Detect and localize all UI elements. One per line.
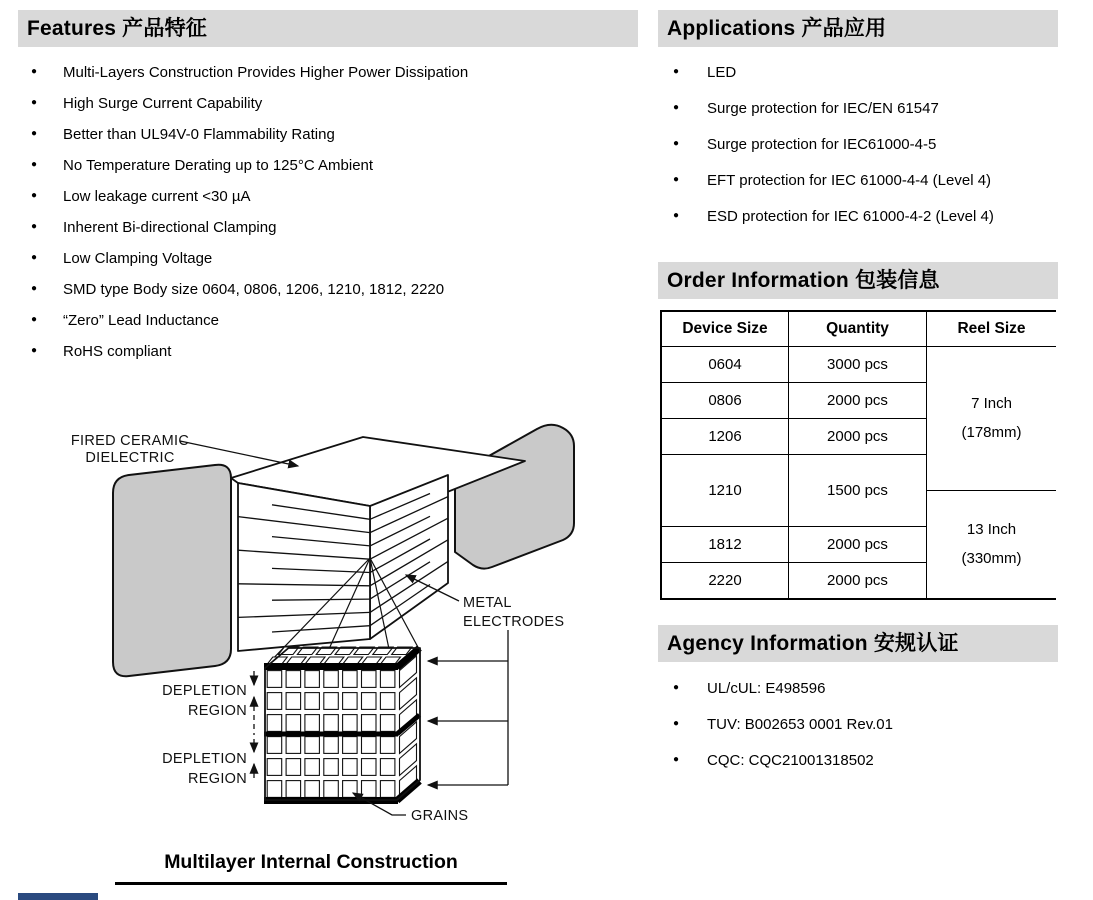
diagram-caption bbox=[18, 851, 638, 885]
list-item bbox=[18, 64, 638, 81]
bullet-icon: ● bbox=[31, 221, 38, 232]
table-cell-quantity: 1500 pcs bbox=[789, 455, 926, 526]
depletion-region-label: REGION bbox=[188, 703, 247, 719]
table-header-device-size: Device Size bbox=[662, 312, 788, 346]
bullet-icon: ● bbox=[673, 754, 680, 765]
depletion-region-label: REGION bbox=[188, 771, 247, 787]
bullet-icon: ● bbox=[31, 97, 38, 108]
bullet-icon: ● bbox=[31, 190, 38, 201]
bullet-icon: ● bbox=[673, 138, 680, 149]
application-text: ESD protection for IEC 61000-4-2 (Level 4) bbox=[707, 208, 994, 225]
features-header: Features 产品特征 bbox=[18, 10, 638, 47]
fired-ceramic-label: DIELECTRIC bbox=[85, 450, 175, 466]
agency-text: TUV: B002653 0001 Rev.01 bbox=[707, 716, 893, 733]
table-cell-quantity: 3000 pcs bbox=[789, 347, 926, 382]
reel-size-text: 13 Inch bbox=[966, 521, 1017, 538]
bullet-icon: ● bbox=[31, 66, 38, 77]
application-text: EFT protection for IEC 61000-4-4 (Level 4) bbox=[707, 172, 992, 189]
application-text: LED bbox=[707, 64, 737, 81]
list-item bbox=[18, 250, 638, 267]
table-cell-device: 2220 bbox=[662, 563, 788, 598]
bullet-icon: ● bbox=[31, 159, 38, 170]
features-section bbox=[18, 10, 638, 374]
depletion-region-label: DEPLETION bbox=[162, 751, 247, 767]
list-item bbox=[658, 752, 1058, 769]
feature-text: Multi-Layers Construction Provides Higher Power Dissipation bbox=[63, 64, 469, 81]
list-item bbox=[18, 157, 638, 174]
list-item bbox=[658, 716, 1058, 733]
bullet-icon: ● bbox=[31, 128, 38, 139]
bullet-icon: ● bbox=[31, 252, 38, 263]
table-cell-quantity: 2000 pcs bbox=[789, 563, 926, 598]
feature-text: Inherent Bi-directional Clamping bbox=[63, 219, 277, 236]
agency-text: CQC: CQC21001318502 bbox=[707, 752, 874, 769]
reel-size-text: 7 Inch bbox=[971, 395, 1012, 412]
applications-section bbox=[658, 10, 1058, 244]
agency-text: UL/cUL: E498596 bbox=[707, 680, 826, 697]
bullet-icon: ● bbox=[31, 283, 38, 294]
table-header-reel-size: Reel Size bbox=[927, 312, 1056, 346]
metal-electrodes-label: ELECTRODES bbox=[463, 614, 565, 630]
feature-text: Low leakage current <30 µA bbox=[63, 188, 251, 205]
order-information-header: Order Information 包装信息 bbox=[658, 262, 1058, 299]
features-list bbox=[18, 64, 638, 360]
applications-list bbox=[658, 64, 1058, 225]
bullet-icon: ● bbox=[673, 210, 680, 221]
feature-text: Better than UL94V-0 Flammability Rating bbox=[63, 126, 335, 143]
list-item bbox=[658, 208, 1058, 225]
table-cell-device: 0604 bbox=[662, 347, 788, 382]
bullet-icon: ● bbox=[673, 102, 680, 113]
table-cell-quantity: 2000 pcs bbox=[789, 527, 926, 562]
list-item bbox=[18, 312, 638, 329]
table-cell-device: 1812 bbox=[662, 527, 788, 562]
table-cell-reel-13inch bbox=[927, 491, 1056, 598]
feature-text: SMD type Body size 0604, 0806, 1206, 1210, 1812, 2220 bbox=[63, 281, 445, 298]
bullet-icon: ● bbox=[673, 174, 680, 185]
reel-diameter-text: (330mm) bbox=[961, 550, 1022, 567]
metal-electrodes-label: METAL bbox=[463, 595, 512, 611]
table-cell-quantity: 2000 pcs bbox=[789, 419, 926, 454]
bullet-icon: ● bbox=[673, 682, 680, 693]
list-item bbox=[658, 136, 1058, 153]
table-cell-device: 1210 bbox=[662, 455, 788, 526]
applications-header: Applications 产品应用 bbox=[658, 10, 1058, 47]
bullet-icon: ● bbox=[673, 66, 680, 77]
table-cell-quantity: 2000 pcs bbox=[789, 383, 926, 418]
list-item bbox=[658, 64, 1058, 81]
table-cell-device: 0806 bbox=[662, 383, 788, 418]
left-termination-cap bbox=[113, 465, 231, 676]
list-item bbox=[18, 95, 638, 112]
order-information-section bbox=[658, 262, 1058, 600]
list-item bbox=[658, 680, 1058, 697]
agency-information-header: Agency Information 安规认证 bbox=[658, 625, 1058, 662]
bullet-icon: ● bbox=[673, 718, 680, 729]
feature-text: No Temperature Derating up to 125°C Ambient bbox=[63, 157, 374, 174]
feature-text: RoHS compliant bbox=[63, 343, 172, 360]
multilayer-construction-diagram bbox=[18, 415, 638, 852]
footer-accent-bar bbox=[18, 893, 98, 900]
reel-diameter-text: (178mm) bbox=[961, 424, 1022, 441]
grain-cube bbox=[264, 647, 420, 801]
table-cell-device: 1206 bbox=[662, 419, 788, 454]
feature-text: High Surge Current Capability bbox=[63, 95, 263, 112]
feature-text: Low Clamping Voltage bbox=[63, 250, 213, 267]
grains-label: GRAINS bbox=[411, 808, 469, 824]
application-text: Surge protection for IEC/EN 61547 bbox=[707, 100, 939, 117]
fired-ceramic-label: FIRED CERAMIC bbox=[70, 433, 190, 449]
agency-list bbox=[658, 680, 1058, 769]
table-header-quantity: Quantity bbox=[789, 312, 926, 346]
list-item bbox=[18, 219, 638, 236]
application-text: Surge protection for IEC61000-4-5 bbox=[707, 136, 937, 153]
list-item bbox=[658, 100, 1058, 117]
bullet-icon: ● bbox=[31, 345, 38, 356]
list-item bbox=[658, 172, 1058, 189]
order-table bbox=[660, 310, 1056, 600]
fired-ceramic-pointer bbox=[180, 441, 298, 466]
caption-text: Multilayer Internal Construction bbox=[115, 851, 507, 885]
list-item bbox=[18, 188, 638, 205]
list-item bbox=[18, 281, 638, 298]
right-termination-cap bbox=[455, 425, 574, 569]
depletion-region-label: DEPLETION bbox=[162, 683, 247, 699]
bullet-icon: ● bbox=[31, 314, 38, 325]
list-item bbox=[18, 343, 638, 360]
agency-information-section bbox=[658, 625, 1058, 788]
table-cell-reel-7inch bbox=[927, 347, 1056, 490]
feature-text: “Zero” Lead Inductance bbox=[63, 312, 219, 329]
list-item bbox=[18, 126, 638, 143]
